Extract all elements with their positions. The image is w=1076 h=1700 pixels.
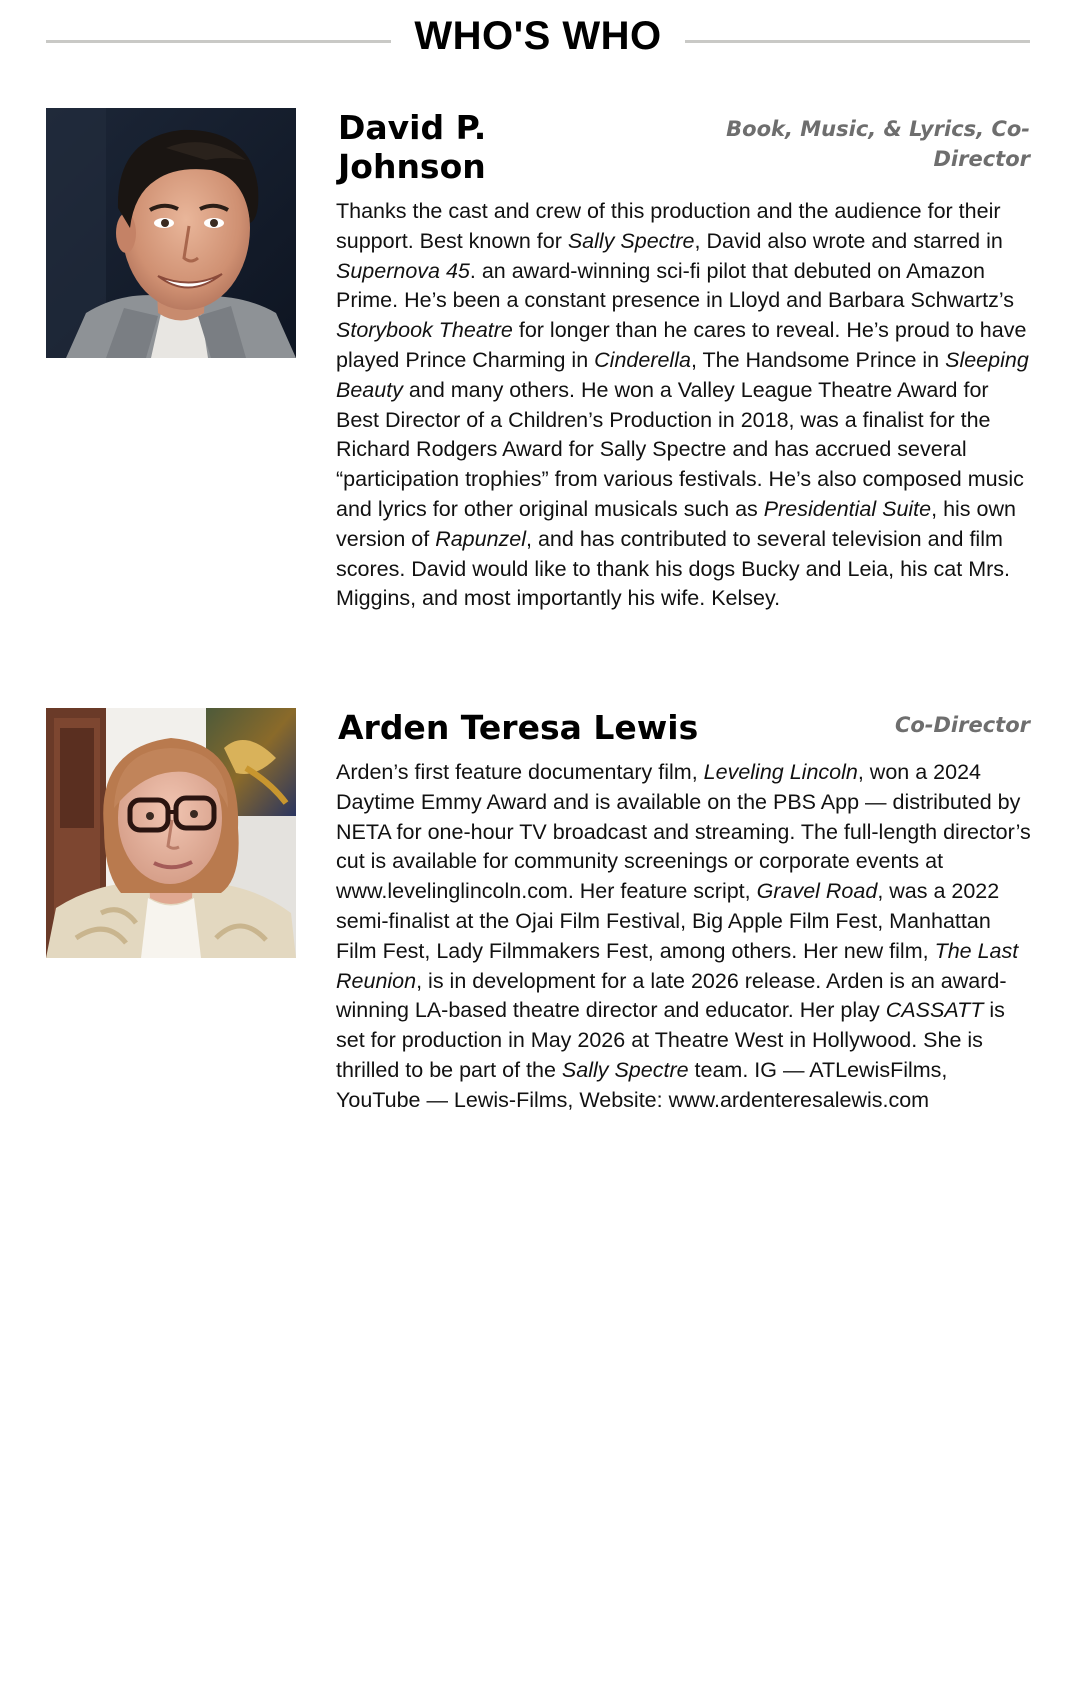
bio-text-title: Cinderella <box>594 347 691 372</box>
bio-text <box>336 758 1032 1116</box>
bio-text-title: Supernova 45 <box>336 258 470 283</box>
page-header <box>0 0 1076 90</box>
bio-name: David P. Johnson <box>338 108 487 186</box>
bio-text-title: Rapunzel <box>435 526 527 551</box>
bio-text-title: Leveling Lincoln <box>703 760 858 784</box>
bio-text-segment: . an award-winning sci-fi pilot that debuted on Amazon Prime. He’s been a constant presence in Lloyd and Barbara Schwartz’s <box>336 258 1015 313</box>
bio-text-segment: , and has contributed to several television and film scores. David would like to thank his dogs Bucky and Leia, his cat Mrs. Miggins, and most importantly his wife. Kelsey. <box>336 526 1010 611</box>
bio-text-segment: for longer than he cares to reveal. He’s proud to have played Prince Charming in <box>336 318 1027 372</box>
bio-text-segment: and many others. He won a Valley League Theatre Award for Best Director of a Children’s Production in 2018, was a finalist for the Richard Rodgers Award for Sally Spectre and has accrued several “participation trophies” from various festivals. He’s also composed music and lyrics for other original musicals such as <box>336 377 1024 521</box>
bio-text-segment: , his own version of <box>336 496 1016 551</box>
bio-text-segment: is set for production in May 2026 at Theatre West in Hollywood. She is thrilled to be part of the <box>336 998 1005 1082</box>
bio-text-segment: , won a 2024 Daytime Emmy Award and is available on the PBS App — distributed by NETA for one-hour TV broadcast and streaming. The full-length director’s cut is available for community screenings or corporate events at www.levelinglincoln.com. Her feature script, <box>336 760 1031 904</box>
bio-text-segment: Arden’s first feature documentary film, <box>336 760 704 784</box>
bio-name: Arden Teresa Lewis <box>338 708 699 747</box>
bio-text-segment: team. IG — ATLewisFilms, YouTube — Lewis-Films, Website: www.ardenteresalewis.com <box>336 1057 948 1112</box>
header-rule-right <box>685 40 1030 43</box>
bio-text-title: Sally Spectre <box>561 1057 689 1082</box>
header-rule-left <box>46 40 391 43</box>
bio-text-segment: , is in development for a late 2026 release. Arden is an award-winning LA-based theatre director and educator. Her play <box>336 968 1007 1023</box>
bio-role: Co-Director <box>894 713 1030 737</box>
bio-text-title: Storybook Theatre <box>336 318 513 343</box>
bio-text-title: Sally Spectre <box>567 228 695 253</box>
bio-text-segment: , was a 2022 semi-finalist at the Ojai Film Festival, Big Apple Film Fest, Manhattan Film Fest, Lady Filmmakers Fest, among others. Her new film, <box>336 879 1000 963</box>
bio-text-segment: , The Handsome Prince in <box>690 347 946 372</box>
bio-text-title: CASSATT <box>885 998 984 1023</box>
bio-text-title: The Last Reunion <box>336 938 1019 993</box>
bio-text-segment: , David also wrote and starred in <box>694 228 1003 253</box>
page-title: WHO'S WHO <box>414 14 662 58</box>
bio-text-title: Presidential Suite <box>763 496 932 521</box>
headshot-photo <box>46 708 296 958</box>
headshot-photo <box>46 108 296 358</box>
bio-text-segment: Thanks the cast and crew of this production and the audience for their support. Best known for <box>336 199 1001 253</box>
bio-role: Book, Music, & Lyrics, Co-Director <box>726 117 1030 171</box>
bio-text <box>336 197 1032 614</box>
bio-text-title: Sleeping Beauty <box>336 347 1029 402</box>
bio-text-title: Gravel Road <box>756 879 878 904</box>
